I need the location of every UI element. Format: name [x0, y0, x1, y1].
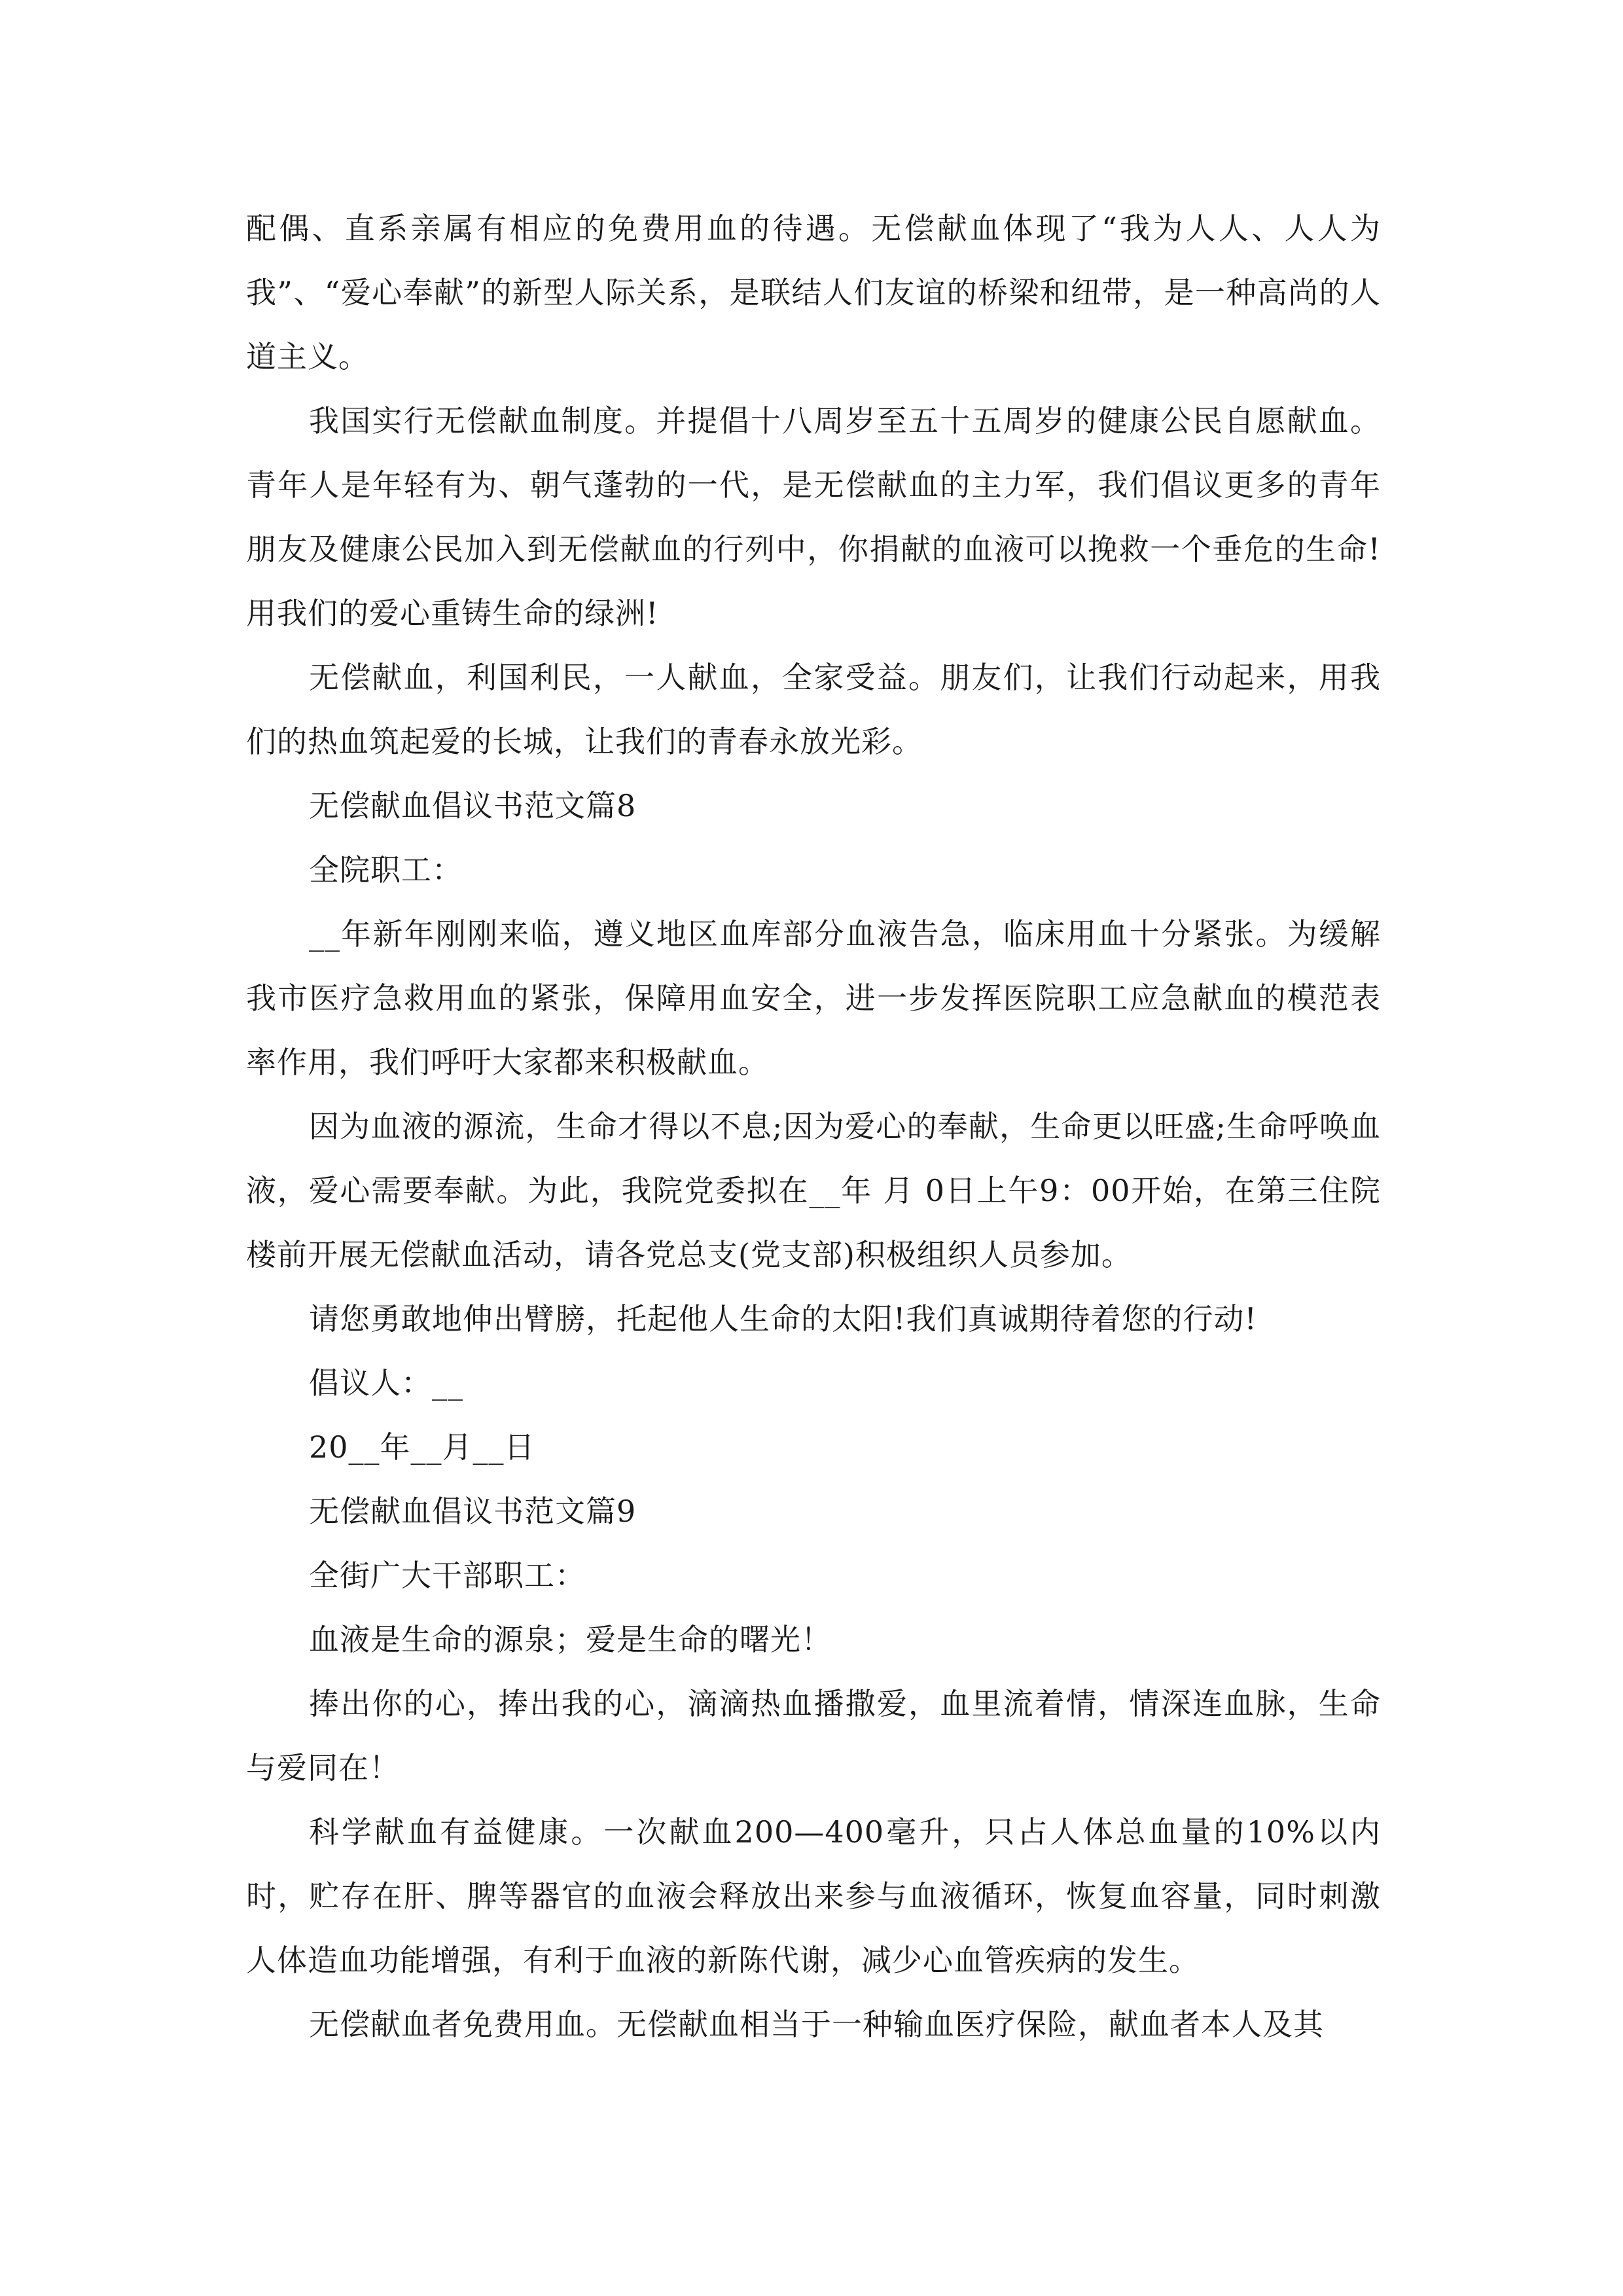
paragraph-blood-donation-system: 我国实行无偿献血制度。并提倡十八周岁至五十五周岁的健康公民自愿献血。青年人是年轻有为、朝气蓬勃的一代，是无偿献血的主力军，我们倡议更多的青年朋友及健康公民加入到无偿献血的行列中，你捐献的血液可以挽救一个垂危的生命!用我们的爱心重铸生命的绿洲! [246, 403, 1381, 631]
section-heading-9: 无偿献血倡议书范文篇9 [309, 1494, 637, 1529]
salutation-hospital-staff: 全院职工： [309, 852, 463, 888]
document-body [246, 196, 1381, 2056]
paragraph-slogan: 血液是生命的源泉；爱是生命的曙光！ [309, 1622, 832, 1657]
salutation-street-staff: 全街广大干部职工： [309, 1558, 586, 1593]
section-heading-8: 无偿献血倡议书范文篇8 [309, 788, 637, 823]
paragraph-scientific-donation: 科学献血有益健康。一次献血200—400毫升，只占人体总血量的10%以内时，贮存在肝、脾等器官的血液会释放出来参与血液循环，恢复血容量，同时刺激人体造血功能增强，有利于血液的新陈代谢，减少心血管疾病的发生。 [246, 1814, 1381, 1978]
paragraph-heart: 捧出你的心，捧出我的心，滴滴热血播撒爱，血里流着情，情深连血脉，生命与爱同在！ [246, 1686, 1381, 1785]
paragraph-event-announcement: 因为血液的源流，生命才得以不息;因为爱心的奉献，生命更以旺盛;生命呼唤血液，爱心需要奉献。为此，我院党委拟在__年 月 0日上午9：00开始，在第三住院楼前开展无偿献血活动，请各党总支(党支部)积极组织人员参加。 [246, 1109, 1381, 1272]
paragraph-blood-shortage: __年新年刚刚来临，遵义地区血库部分血液告急，临床用血十分紧张。为缓解我市医疗急救用血的紧张，保障用血安全，进一步发挥医院职工应急献血的模范表率作用，我们呼吁大家都来积极献血。 [246, 916, 1381, 1080]
paragraph-continuation: 配偶、直系亲属有相应的免费用血的待遇。无偿献血体现了“我为人人、人人为我”、“爱心奉献”的新型人际关系，是联结人们友谊的桥梁和纽带，是一种高尚的人道主义。 [246, 211, 1381, 374]
paragraph-appeal: 请您勇敢地伸出臂膀，托起他人生命的太阳!我们真诚期待着您的行动! [309, 1301, 1257, 1336]
signature-date: 20__年__月__日 [309, 1429, 535, 1465]
signature-proposer: 倡议人：__ [309, 1365, 463, 1401]
paragraph-call-to-action: 无偿献血，利国利民，一人献血，全家受益。朋友们，让我们行动起来，用我们的热血筑起爱的长城，让我们的青春永放光彩。 [246, 660, 1381, 759]
paragraph-free-blood: 无偿献血者免费用血。无偿献血相当于一种输血医疗保险，献血者本人及其 [309, 2007, 1324, 2042]
